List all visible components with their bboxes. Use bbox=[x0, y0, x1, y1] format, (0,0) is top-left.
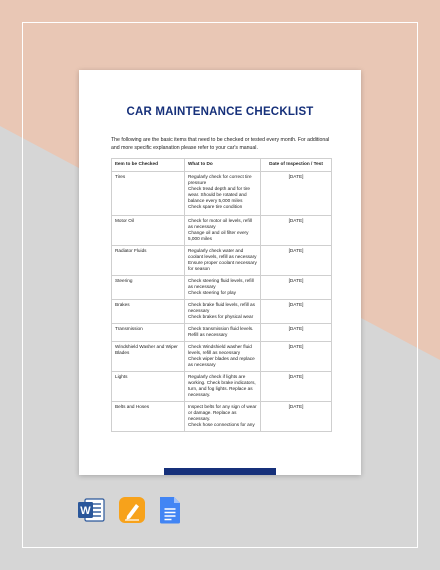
document-title: CAR MAINTENANCE CHECKLIST bbox=[126, 106, 314, 118]
todo-line: Check spare tire condition bbox=[188, 204, 243, 209]
item-cell: Belts and Hoses bbox=[112, 402, 185, 432]
table-row bbox=[112, 342, 332, 372]
todo-cell bbox=[185, 216, 261, 246]
date-cell: [DATE] bbox=[261, 402, 332, 432]
todo-line: Inspect belts for any sign of wear or damage. Replace as necessary. bbox=[188, 404, 257, 421]
document-intro: The following are the basic items that need to be checked or tested every month. For additional and more specific explanation please refer to your car's manual. bbox=[111, 137, 330, 151]
todo-line: Change oil and oil filter every 5,000 miles bbox=[188, 230, 249, 241]
document-page bbox=[79, 70, 361, 475]
table-row bbox=[112, 402, 332, 432]
table-row bbox=[112, 172, 332, 216]
todo-line: Check steering for play bbox=[188, 290, 236, 295]
footer-accent-bar bbox=[164, 468, 276, 475]
todo-cell bbox=[185, 372, 261, 402]
table-row bbox=[112, 300, 332, 324]
todo-line: Regularly check water and coolant levels, refill as necessary bbox=[188, 248, 257, 259]
header-date: Date of Inspection / Test bbox=[261, 159, 332, 172]
table-row bbox=[112, 324, 332, 342]
item-cell: Windshield Washer and Wiper Blades bbox=[112, 342, 185, 372]
microsoft-word-icon[interactable] bbox=[76, 495, 106, 525]
table-row bbox=[112, 216, 332, 246]
todo-line: Check steering fluid levels, refill as necessary bbox=[188, 278, 254, 289]
todo-cell bbox=[185, 246, 261, 276]
word-letter: W bbox=[80, 505, 91, 517]
item-cell: Transmission bbox=[112, 324, 185, 342]
header-item: Item to be Checked bbox=[112, 159, 185, 172]
todo-line: Check for motor oil levels, refill as necessary bbox=[188, 218, 252, 229]
table-row bbox=[112, 372, 332, 402]
todo-cell bbox=[185, 402, 261, 432]
table-row bbox=[112, 246, 332, 276]
todo-cell bbox=[185, 324, 261, 342]
date-cell: [DATE] bbox=[261, 372, 332, 402]
todo-cell bbox=[185, 276, 261, 300]
item-cell: Brakes bbox=[112, 300, 185, 324]
todo-cell bbox=[185, 342, 261, 372]
date-cell: [DATE] bbox=[261, 216, 332, 246]
item-cell: Steering bbox=[112, 276, 185, 300]
table-header-row bbox=[112, 159, 332, 172]
header-what-to-do: What to Do bbox=[185, 159, 261, 172]
date-cell: [DATE] bbox=[261, 324, 332, 342]
todo-line: Ensure proper coolant necessary for season bbox=[188, 260, 257, 271]
item-cell: Tires bbox=[112, 172, 185, 216]
google-docs-icon[interactable] bbox=[157, 495, 183, 525]
date-cell: [DATE] bbox=[261, 246, 332, 276]
todo-line: Regularly check for correct tire pressure bbox=[188, 174, 252, 185]
todo-line: Regularly check if lights are working. Check brake indicators, turn, and fog lights. Replace as necessary. bbox=[188, 374, 256, 397]
date-cell: [DATE] bbox=[261, 172, 332, 216]
date-cell: [DATE] bbox=[261, 342, 332, 372]
todo-cell bbox=[185, 300, 261, 324]
todo-line: Check Windshield washer fluid levels, refill as necessary bbox=[188, 344, 252, 355]
date-cell: [DATE] bbox=[261, 300, 332, 324]
table-body bbox=[112, 172, 332, 432]
todo-cell bbox=[185, 172, 261, 216]
apple-pages-icon[interactable] bbox=[117, 495, 147, 525]
todo-line: Check wiper blades and replace as necessary bbox=[188, 356, 255, 367]
item-cell: Lights bbox=[112, 372, 185, 402]
item-cell: Motor Oil bbox=[112, 216, 185, 246]
todo-line: Check hose connections for any bbox=[188, 422, 255, 427]
table-row bbox=[112, 276, 332, 300]
todo-line: Check brake fluid levels, refill as necessary bbox=[188, 302, 255, 313]
todo-line: Check brakes for physical wear bbox=[188, 314, 254, 319]
item-cell: Radiator Fluids bbox=[112, 246, 185, 276]
date-cell: [DATE] bbox=[261, 276, 332, 300]
todo-line: Check tread depth and for tire wear. Should be rotated and balance every 5,000 miles bbox=[188, 186, 251, 203]
todo-line: Check transmission fluid levels. Refill as necessary bbox=[188, 326, 254, 337]
checklist-table bbox=[111, 158, 332, 432]
